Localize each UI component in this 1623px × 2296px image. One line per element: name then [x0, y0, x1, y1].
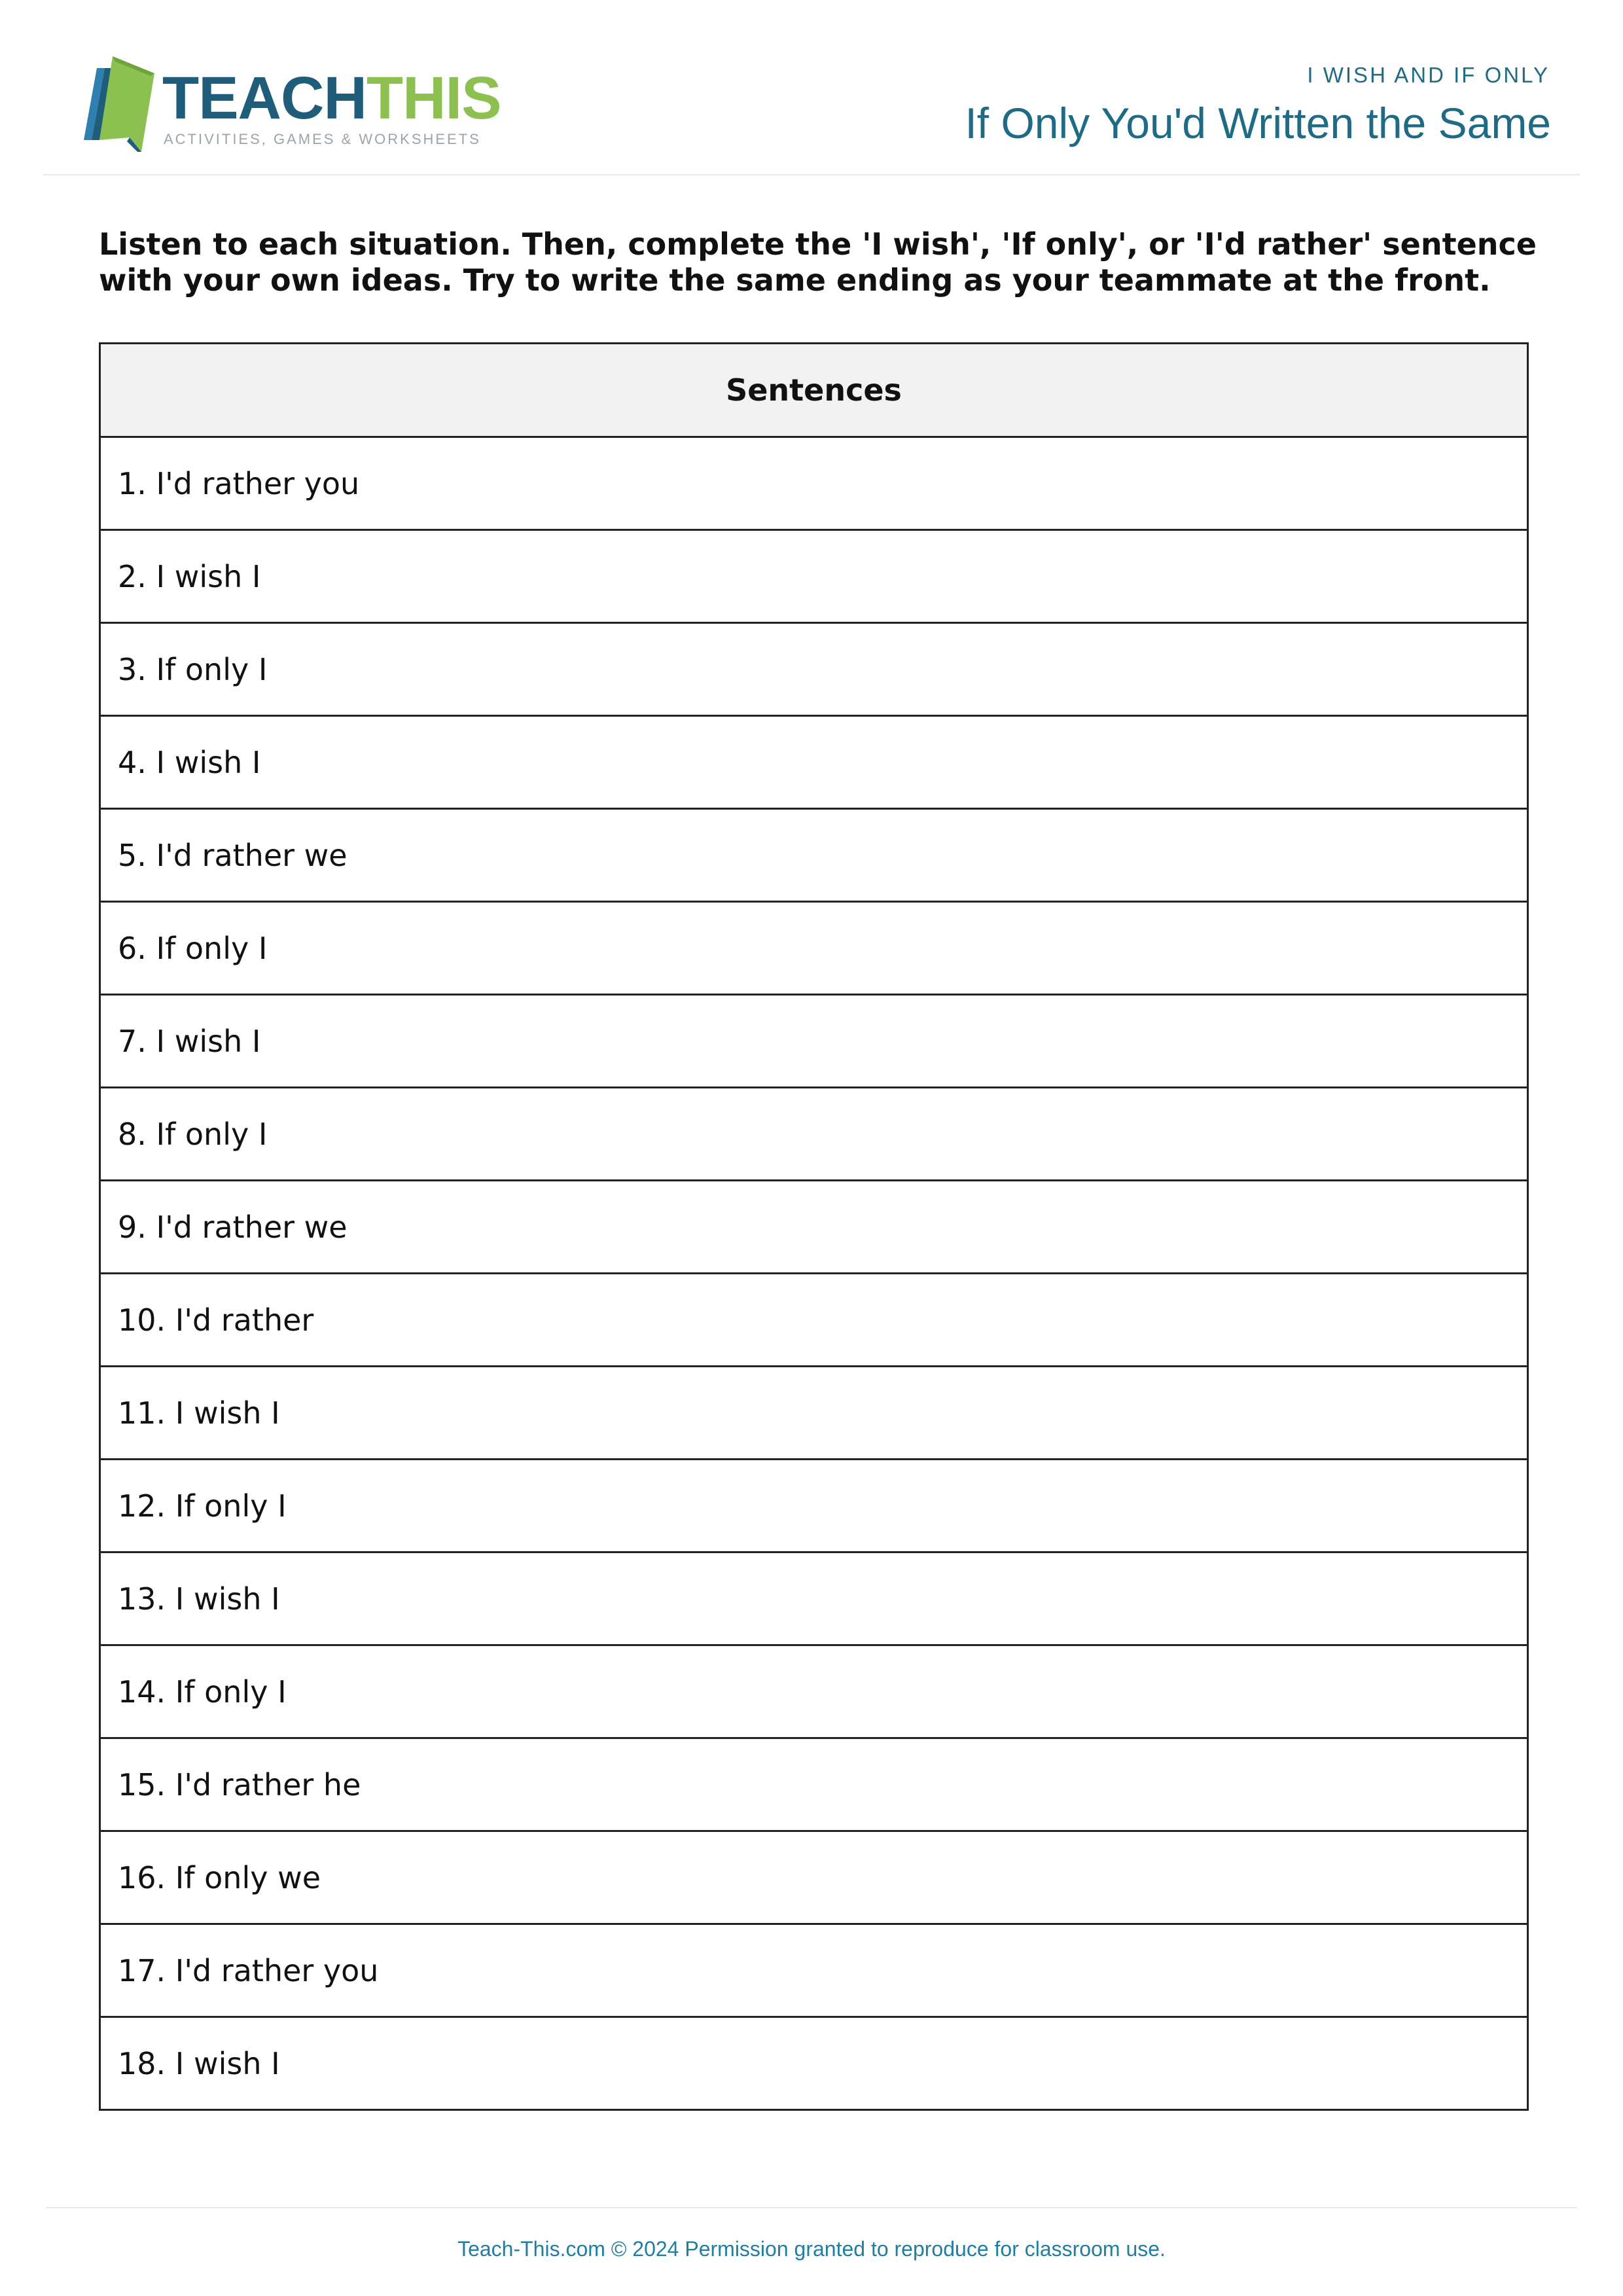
page-title: If Only You'd Written the Same [965, 99, 1551, 147]
table-row [100, 716, 1528, 809]
sentence-cell: 18. I wish I [100, 2017, 1528, 2110]
instructions: Listen to each situation. Then, complete the 'I wish', 'If only', or 'I'd rather' sentence with your own ideas. Try to write the same ending as your teammate at the front. [99, 226, 1537, 298]
sentence-cell: 3. If only I [100, 623, 1528, 716]
sentence-cell: 12. If only I [100, 1460, 1528, 1552]
sentence-cell: 9. I'd rather we [100, 1181, 1528, 1274]
sentence-cell: 8. If only I [100, 1088, 1528, 1181]
sentence-cell: 17. I'd rather you [100, 1924, 1528, 2017]
sentence-cell: 7. I wish I [100, 995, 1528, 1088]
sentence-cell: 16. If only we [100, 1831, 1528, 1924]
logo-wordmark [162, 65, 501, 132]
copyright-footer: Teach-This.com © 2024 Permission granted to reproduce for classroom use. [457, 2237, 1166, 2261]
table-row [100, 995, 1528, 1088]
sentence-cell: 14. If only I [100, 1645, 1528, 1738]
table-row [100, 623, 1528, 716]
table-row [100, 1367, 1528, 1460]
table-header-sentences: Sentences [100, 344, 1528, 437]
sentence-cell: 1. I'd rather you [100, 437, 1528, 530]
table-row [100, 1924, 1528, 2017]
table-row [100, 1460, 1528, 1552]
sentence-cell: 13. I wish I [100, 1552, 1528, 1645]
table-row [100, 902, 1528, 995]
sentence-cell: 10. I'd rather [100, 1274, 1528, 1367]
sentences-table [99, 342, 1529, 2111]
table-row [100, 1274, 1528, 1367]
sentence-cell: 6. If only I [100, 902, 1528, 995]
page-header [0, 0, 1623, 175]
worksheet-topic: I WISH AND IF ONLY [1307, 63, 1550, 87]
table-row [100, 437, 1528, 530]
book-icon [77, 54, 156, 152]
table-row [100, 1831, 1528, 1924]
header-divider [43, 174, 1580, 175]
table-row [100, 2017, 1528, 2110]
logo-word-teach: TEACH [162, 65, 366, 132]
footer-divider [46, 2207, 1577, 2208]
sentence-cell: 11. I wish I [100, 1367, 1528, 1460]
table-header-row [100, 344, 1528, 437]
table-row [100, 1181, 1528, 1274]
teach-this-logo [77, 54, 501, 152]
sentence-cell: 4. I wish I [100, 716, 1528, 809]
sentence-cell: 2. I wish I [100, 530, 1528, 623]
table-row [100, 1552, 1528, 1645]
logo-word-this: THIS [366, 65, 501, 132]
logo-tagline: ACTIVITIES, GAMES & WORKSHEETS [164, 131, 481, 147]
table-row [100, 530, 1528, 623]
table-row [100, 1738, 1528, 1831]
sentence-cell: 15. I'd rather he [100, 1738, 1528, 1831]
table-row [100, 1088, 1528, 1181]
table-row [100, 809, 1528, 902]
table-row [100, 1645, 1528, 1738]
sentence-cell: 5. I'd rather we [100, 809, 1528, 902]
